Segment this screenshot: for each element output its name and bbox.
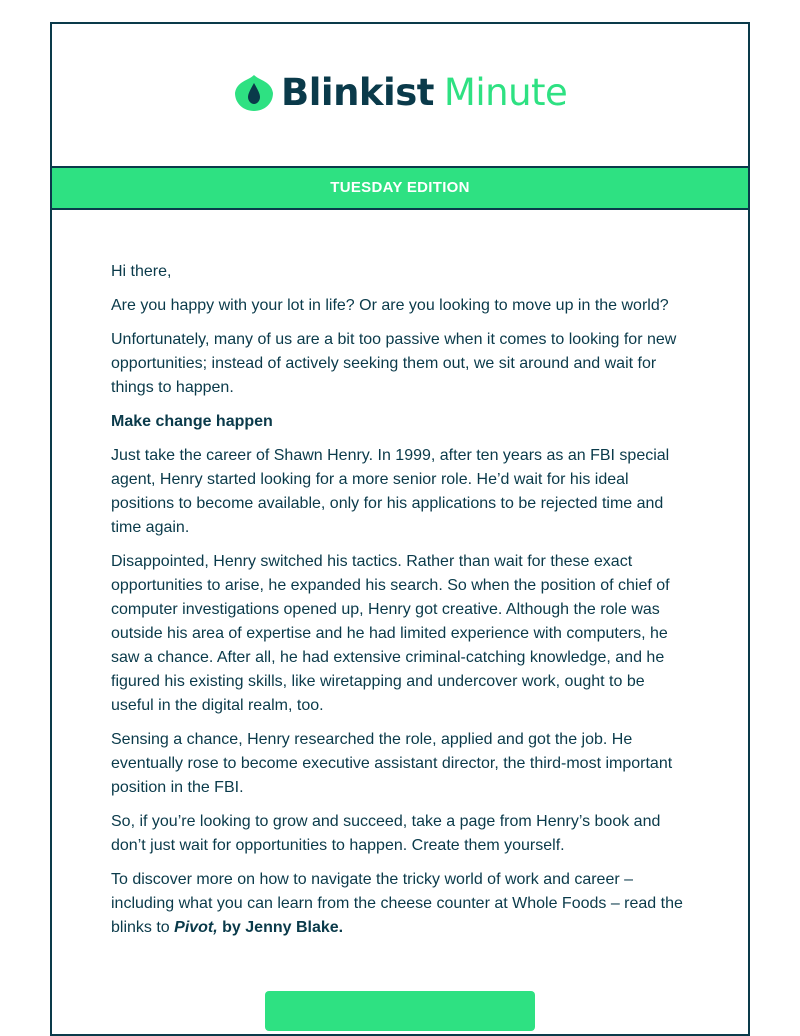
product-name: Minute [443,71,568,114]
blinkist-minute-logo[interactable] [233,71,567,114]
paragraph-henry-career: Just take the career of Shawn Henry. In 1999, after ten years as an FBI special agent, Henry started looking for a more senior role. He’d wait for his ideal positions to become available, only for his applications to be rejected time and time again. [111,447,670,536]
section-heading: Make change happen [111,413,273,430]
recommendation-text: To discover more on how to navigate the tricky world of work and career – including what you can learn from the cheese counter at Whole Foods – read the blinks to [111,871,683,936]
paragraph-henry-tactics: Disappointed, Henry switched his tactics. Rather than wait for these exact opportunities to arise, he expanded his search. So when the position of chief of computer investigations opened up, Henry got creative. Although the role was outside his area of expertise and he had limited experience with computers, he saw a chance. After all, he had extensive criminal-catching knowledge, and he figured his existing skills, like wiretapping and undercover work, ought to be useful in the digital realm, too. [111,553,670,714]
paragraph-takeaway: So, if you’re looking to grow and succeed, take a page from Henry’s book and don’t just wait for opportunities to happen. Create them yourself. [111,813,661,854]
book-author: by Jenny Blake. [217,919,344,936]
paragraph-intro: Are you happy with your lot in life? Or are you looking to move up in the world? [111,297,669,314]
blinkist-leaf-icon [233,73,275,113]
paragraph-passive: Unfortunately, many of us are a bit too passive when it comes to looking for new opportunities; instead of actively seeking them out, we sit around and wait for things to happen. [111,331,677,396]
email-header [52,24,748,168]
greeting: Hi there, [111,263,172,280]
email-body [52,210,748,940]
edition-banner: TUESDAY EDITION [52,168,748,210]
paragraph-book-recommendation [111,868,689,940]
book-title[interactable]: Pivot, [174,919,218,936]
email-container [50,22,750,1036]
paragraph-henry-success: Sensing a chance, Henry researched the role, applied and got the job. He eventually rose to become executive assistant director, the third-most important position in the FBI. [111,731,673,796]
brand-name: Blinkist [281,71,434,114]
cta-button[interactable] [265,991,535,1031]
